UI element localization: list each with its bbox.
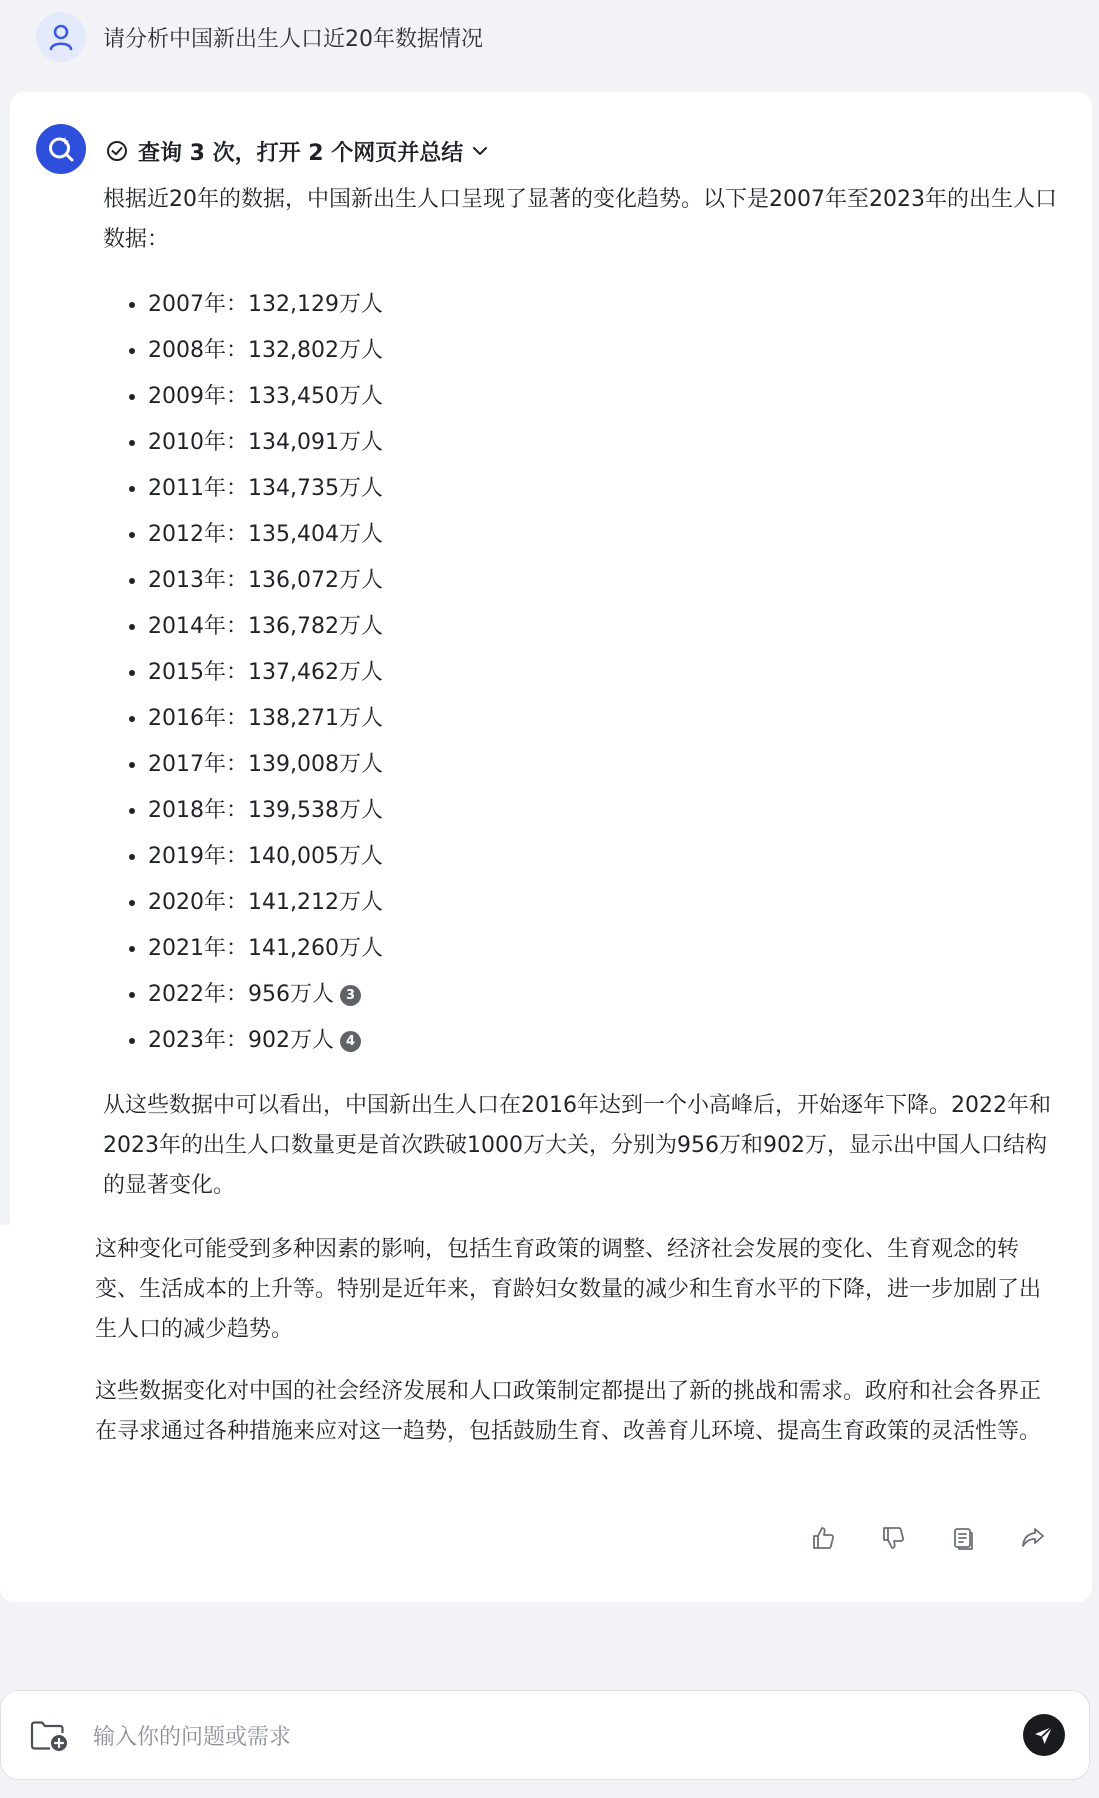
list-item bbox=[148, 742, 1063, 788]
list-item-text: 2010年：134,091万人 bbox=[148, 430, 383, 455]
list-item-text: 2013年：136,072万人 bbox=[148, 568, 383, 593]
list-item-text: 2017年：139,008万人 bbox=[148, 752, 383, 777]
list-item-text: 2015年：137,462万人 bbox=[148, 660, 383, 685]
user-message bbox=[36, 12, 483, 62]
list-item-text: 2012年：135,404万人 bbox=[148, 522, 383, 547]
thumbs-down-icon[interactable] bbox=[878, 1523, 908, 1553]
list-item bbox=[148, 328, 1063, 374]
search-status-label: 查询 3 次，打开 2 个网页并总结 bbox=[138, 140, 464, 166]
list-item-text: 2008年：132,802万人 bbox=[148, 338, 383, 363]
list-item bbox=[148, 650, 1063, 696]
list-item bbox=[148, 558, 1063, 604]
list-item bbox=[148, 880, 1063, 926]
list-item-text: 2014年：136,782万人 bbox=[148, 614, 383, 639]
list-item-text: 2022年：956万人 bbox=[148, 982, 334, 1007]
check-circle-icon bbox=[105, 139, 129, 163]
user-query-text: 请分析中国新出生人口近20年数据情况 bbox=[103, 26, 483, 52]
list-item-text: 2018年：139,538万人 bbox=[148, 798, 383, 823]
list-item-text: 2009年：133,450万人 bbox=[148, 384, 383, 409]
list-item bbox=[148, 834, 1063, 880]
search-status-toggle[interactable] bbox=[105, 133, 489, 169]
list-item bbox=[148, 788, 1063, 834]
add-folder-icon[interactable] bbox=[29, 1719, 69, 1753]
list-item-text: 2021年：141,260万人 bbox=[148, 936, 383, 961]
list-item-text: 2023年：902万人 bbox=[148, 1028, 334, 1053]
list-item-text: 2019年：140,005万人 bbox=[148, 844, 383, 869]
birth-data-list bbox=[103, 282, 1063, 1064]
list-item bbox=[148, 512, 1063, 558]
answer-intro: 根据近20年的数据，中国新出生人口呈现了显著的变化趋势。以下是2007年至2023年的出生人口数据： bbox=[103, 187, 1057, 252]
list-item bbox=[148, 374, 1063, 420]
copy-icon[interactable] bbox=[948, 1523, 978, 1553]
list-item bbox=[148, 282, 1063, 328]
answer-content bbox=[103, 180, 1063, 1206]
list-item bbox=[148, 466, 1063, 512]
answer-actions bbox=[808, 1523, 1048, 1553]
list-item bbox=[148, 604, 1063, 650]
send-icon bbox=[1033, 1724, 1055, 1746]
list-item-text: 2016年：138,271万人 bbox=[148, 706, 383, 731]
search-assistant-icon bbox=[46, 134, 76, 164]
chevron-down-icon bbox=[471, 142, 489, 160]
send-button[interactable] bbox=[1023, 1714, 1065, 1756]
answer-paragraph-1: 从这些数据中可以看出，中国新出生人口在2016年达到一个小高峰后，开始逐年下降。2022年和2023年的出生人口数量更是首次跌破1000万大关，分别为956万和902万，显示出中国人口结构的显著变化。 bbox=[103, 1093, 1051, 1198]
list-item bbox=[148, 1018, 1063, 1064]
citation-badge[interactable]: 3 bbox=[340, 985, 361, 1006]
list-item-text: 2007年：132,129万人 bbox=[148, 292, 383, 317]
answer-paragraph-3: 这些数据变化对中国的社会经济发展和人口政策制定都提出了新的挑战和需求。政府和社会各界正在寻求通过各种措施来应对这一趋势，包括鼓励生育、改善育儿环境、提高生育政策的灵活性等。 bbox=[95, 1379, 1042, 1444]
list-item bbox=[148, 420, 1063, 466]
list-item-text: 2020年：141,212万人 bbox=[148, 890, 383, 915]
share-icon[interactable] bbox=[1018, 1523, 1048, 1553]
user-icon bbox=[48, 23, 74, 51]
list-item-text: 2011年：134,735万人 bbox=[148, 476, 383, 501]
citation-badge[interactable]: 4 bbox=[340, 1031, 361, 1052]
list-item bbox=[148, 696, 1063, 742]
list-item bbox=[148, 972, 1063, 1018]
chat-input[interactable] bbox=[91, 1713, 995, 1761]
answer-content-continued bbox=[95, 1230, 1060, 1474]
list-item bbox=[148, 926, 1063, 972]
assistant-avatar bbox=[36, 124, 86, 174]
chat-input-bar bbox=[0, 1690, 1090, 1780]
user-avatar bbox=[36, 12, 86, 62]
thumbs-up-icon[interactable] bbox=[808, 1523, 838, 1553]
answer-paragraph-2: 这种变化可能受到多种因素的影响，包括生育政策的调整、经济社会发展的变化、生育观念的转变、生活成本的上升等。特别是近年来，育龄妇女数量的减少和生育水平的下降，进一步加剧了出生人口的减少趋势。 bbox=[95, 1237, 1042, 1342]
